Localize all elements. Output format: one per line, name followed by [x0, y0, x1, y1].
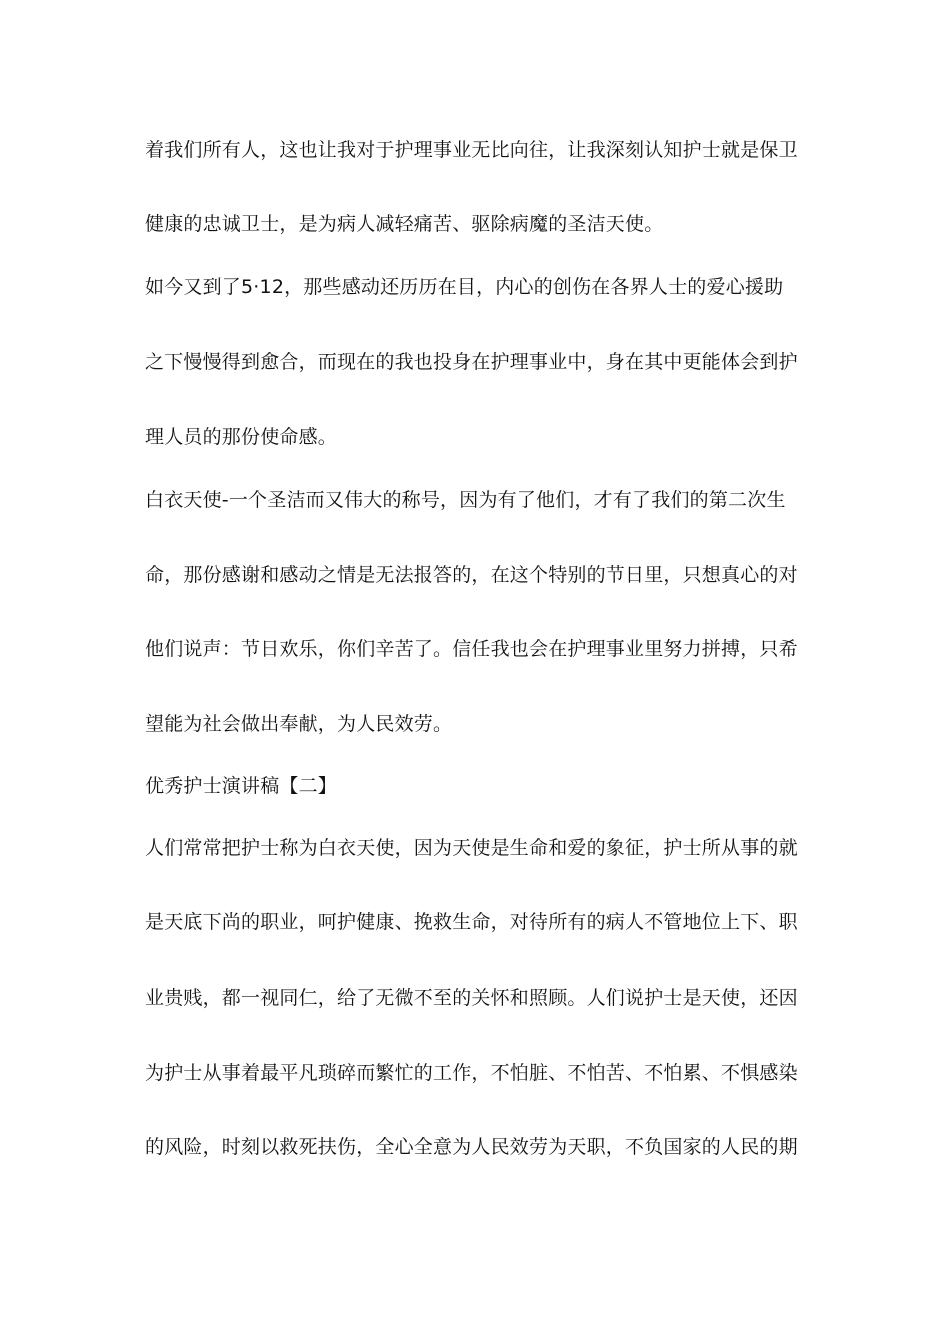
- text-line: 如今又到了5·12，那些感动还历历在目，内心的创伤在各界人士的爱心援助: [145, 276, 784, 298]
- text-line: 望能为社会做出奉献，为人民效劳。: [145, 713, 453, 735]
- text-line: 之下慢慢得到愈合，而现在的我也投身在护理事业中，身在其中更能体会到护: [145, 351, 798, 373]
- section-heading: 优秀护士演讲稿【二】: [145, 775, 338, 797]
- text-line: 人们常常把护士称为白衣天使，因为天使是生命和爱的象征，护士所从事的就: [145, 837, 798, 859]
- text-line: 是天底下尚的职业，呵护健康、挽救生命，对待所有的病人不管地位上下、职: [145, 911, 798, 933]
- text-line: 他们说声：节日欢乐，你们辛苦了。信任我也会在护理事业里努力拼搏，只希: [145, 638, 798, 660]
- text-line: 白衣天使-一个圣洁而又伟大的称号，因为有了他们，才有了我们的第二次生: [145, 489, 786, 511]
- text-line: 命，那份感谢和感动之情是无法报答的，在这个特别的节日里，只想真心的对: [145, 564, 798, 586]
- text-line: 为护士从事着最平凡琐碎而繁忙的工作，不怕脏、不怕苦、不怕累、不惧感染: [145, 1062, 798, 1084]
- text-line: 业贵贱，都一视同仁，给了无微不至的关怀和照顾。人们说护士是天使，还因: [145, 987, 798, 1009]
- text-line: 健康的忠诚卫士，是为病人减轻痛苦、驱除病魔的圣洁天使。: [145, 213, 664, 235]
- text-line: 的风险，时刻以救死扶伤，全心全意为人民效劳为天职，不负国家的人民的期: [145, 1136, 798, 1158]
- text-line: 着我们所有人，这也让我对于护理事业无比向往，让我深刻认知护士就是保卫: [145, 139, 798, 161]
- text-line: 理人员的那份使命感。: [145, 426, 338, 448]
